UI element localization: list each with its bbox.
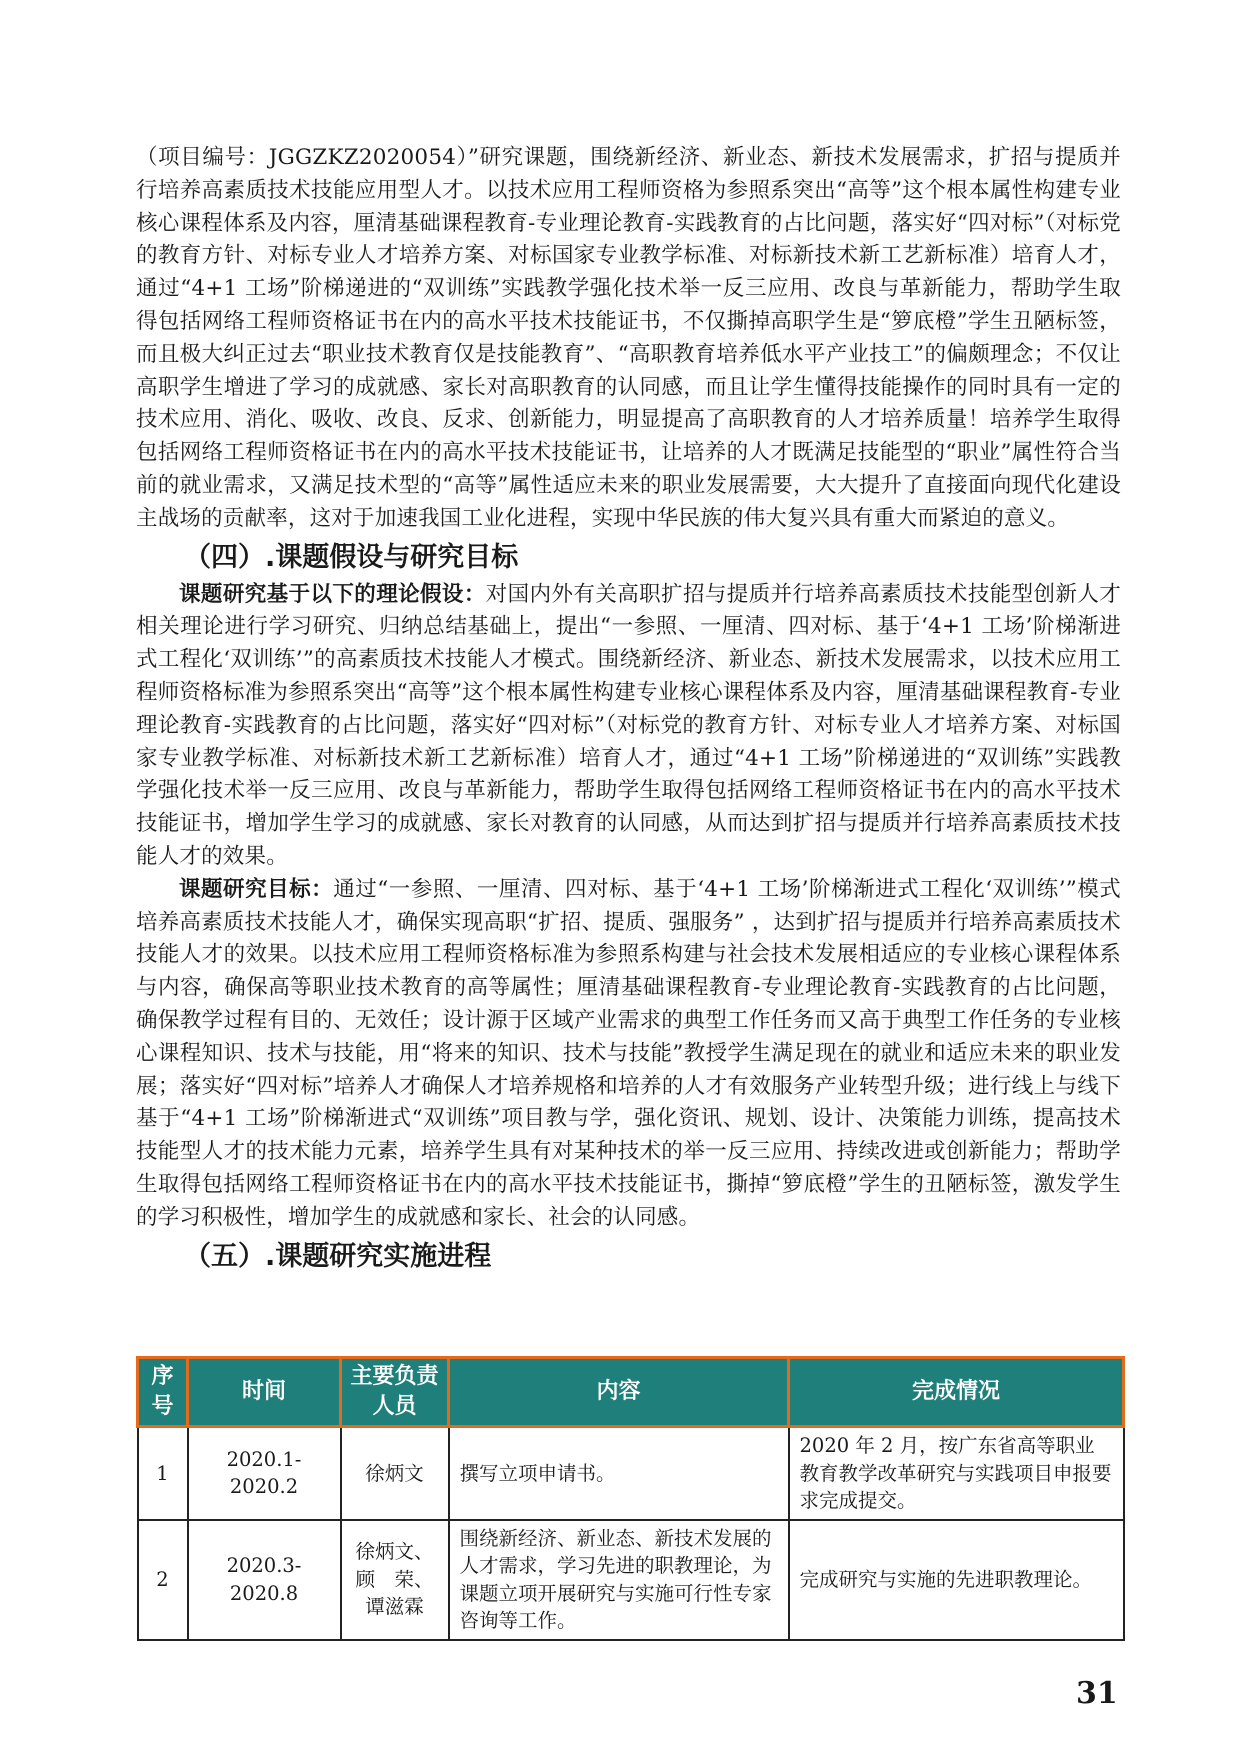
section5-heading: （五）.课题研究实施进程: [184, 1240, 492, 1272]
schedule-table: [136, 1356, 1125, 1641]
table-row: [138, 1427, 1124, 1520]
header-person: 主要负责人员: [341, 1358, 449, 1427]
header-seq: 序号: [138, 1358, 188, 1427]
cell-person: 徐炳文、顾 荣、谭滋霖: [341, 1520, 449, 1640]
hypothesis-text: 对国内外有关高职扩招与提质并行培养高素质技术技能型创新人才相关理论进行学习研究、归纳总结基础上，提出“一参照、一厘清、四对标、基于‘4+1 工场’阶梯渐进式工程化‘双训练’”的高素质技术技能人才模式。围绕新经济、新业态、新技术发展需求，以技术应用工程师资格标准为参照系突出“高等”这个根本属性构建专业核心课程体系及内容，厘清基础课程教育-专业理论教育-实践教育的占比问题，落实好“四对标”（对标党的教育方针、对标专业人才培养方案、对标国家专业教学标准、对标新技术新工艺新标准）培育人才，通过“4+1 工场”阶梯递进的“双训练”实践教学强化技术举一反三应用、改良与革新能力，帮助学生取得包括网络工程师资格证书在内的高水平技术技能证书，增加学生学习的成就感、家长对教育的认同感，从而达到扩招与提质并行培养高素质技术技能人才的效果。: [136, 581, 1121, 869]
cell-time: 2020.3-2020.8: [188, 1520, 341, 1640]
table-header-row: [138, 1358, 1124, 1427]
section4-heading: （四）.课题假设与研究目标: [184, 541, 519, 573]
cell-time: 2020.1-2020.2: [188, 1427, 341, 1520]
cell-seq: 1: [138, 1427, 188, 1520]
page-body: [136, 142, 1121, 1278]
header-content: 内容: [449, 1358, 789, 1427]
cell-content: 围绕新经济、新业态、新技术发展的人才需求，学习先进的职教理论，为课题立项开展研究与实施可行性专家咨询等工作。: [449, 1520, 789, 1640]
goal-text: 通过“一参照、一厘清、四对标、基于‘4+1 工场’阶梯渐进式工程化‘双训练’”模式培养高素质技术技能人才，确保实现高职“扩招、提质、强服务” ，达到扩招与提质并行培养高素质技术技能人才的效果。以技术应用工程师资格标准为参照系构建与社会技术发展相适应的专业核心课程体系与内容，确保高等职业技术教育的高等属性；厘清基础课程教育-专业理论教育-实践教育的占比问题，确保教学过程有目的、无效任；设计源于区域产业需求的典型工作任务而又高于典型工作任务的专业核心课程知识、技术与技能，用“将来的知识、技术与技能”教授学生满足现在的就业和适应未来的职业发展；落实好“四对标”培养人才确保人才培养规格和培养的人才有效服务产业转型升级；进行线上与线下基于“4+1 工场”阶梯渐进式“双训练”项目教与学，强化资讯、规划、设计、决策能力训练，提高技术技能型人才的技术能力元素，培养学生具有对某种技术的举一反三应用、持续改进或创新能力；帮助学生取得包括网络工程师资格证书在内的高水平技术技能证书，撕掉“箩底橙”学生的丑陋标签，激发学生的学习积极性，增加学生的成就感和家长、社会的认同感。: [136, 876, 1122, 1230]
goal-lead: 课题研究目标：: [179, 876, 334, 902]
hypothesis-paragraph: [136, 579, 1121, 874]
goal-paragraph: [136, 874, 1121, 1235]
page-number: 31: [1076, 1676, 1118, 1711]
cell-status: 完成研究与实施的先进职教理论。: [789, 1520, 1124, 1640]
intro-paragraph: （项目编号：JGGZKZ2020054）”研究课题，围绕新经济、新业态、新技术发展需求，扩招与提质并行培养高素质技术技能应用型人才。以技术应用工程师资格为参照系突出“高等”这个根本属性构建专业核心课程体系及内容，厘清基础课程教育-专业理论教育-实践教育的占比问题，落实好“四对标”（对标党的教育方针、对标专业人才培养方案、对标国家专业教学标准、对标新技术新工艺新标准）培育人才，通过“4+1 工场”阶梯递进的“双训练”实践教学强化技术举一反三应用、改良与革新能力，帮助学生取得包括网络工程师资格证书在内的高水平技术技能证书，不仅撕掉高职学生是“箩底橙”学生丑陋标签，而且极大纠正过去“职业技术教育仅是技能教育”、“高职教育培养低水平产业技工”的偏颇理念；不仅让高职学生增进了学习的成就感、家长对高职教育的认同感，而且让学生懂得技能操作的同时具有一定的技术应用、消化、吸收、改良、反求、创新能力，明显提高了高职教育的人才培养质量！培养学生取得包括网络工程师资格证书在内的高水平技术技能证书，让培养的人才既满足技能型的“职业”属性符合当前的就业需求，又满足技术型的“高等”属性适应未来的职业发展需要，大大提升了直接面向现代化建设主战场的贡献率，这对于加速我国工业化进程，实现中华民族的伟大复兴具有重大而紧迫的意义。: [136, 145, 1122, 531]
hypothesis-lead: 课题研究基于以下的理论假设：: [179, 581, 486, 607]
cell-status: 2020 年 2 月，按广东省高等职业教育教学改革研究与实践项目申报要求完成提交。: [789, 1427, 1124, 1520]
header-status: 完成情况: [789, 1358, 1124, 1427]
table-row: [138, 1520, 1124, 1640]
cell-person: 徐炳文: [341, 1427, 449, 1520]
cell-seq: 2: [138, 1520, 188, 1640]
cell-content: 撰写立项申请书。: [449, 1427, 789, 1520]
header-time: 时间: [188, 1358, 341, 1427]
